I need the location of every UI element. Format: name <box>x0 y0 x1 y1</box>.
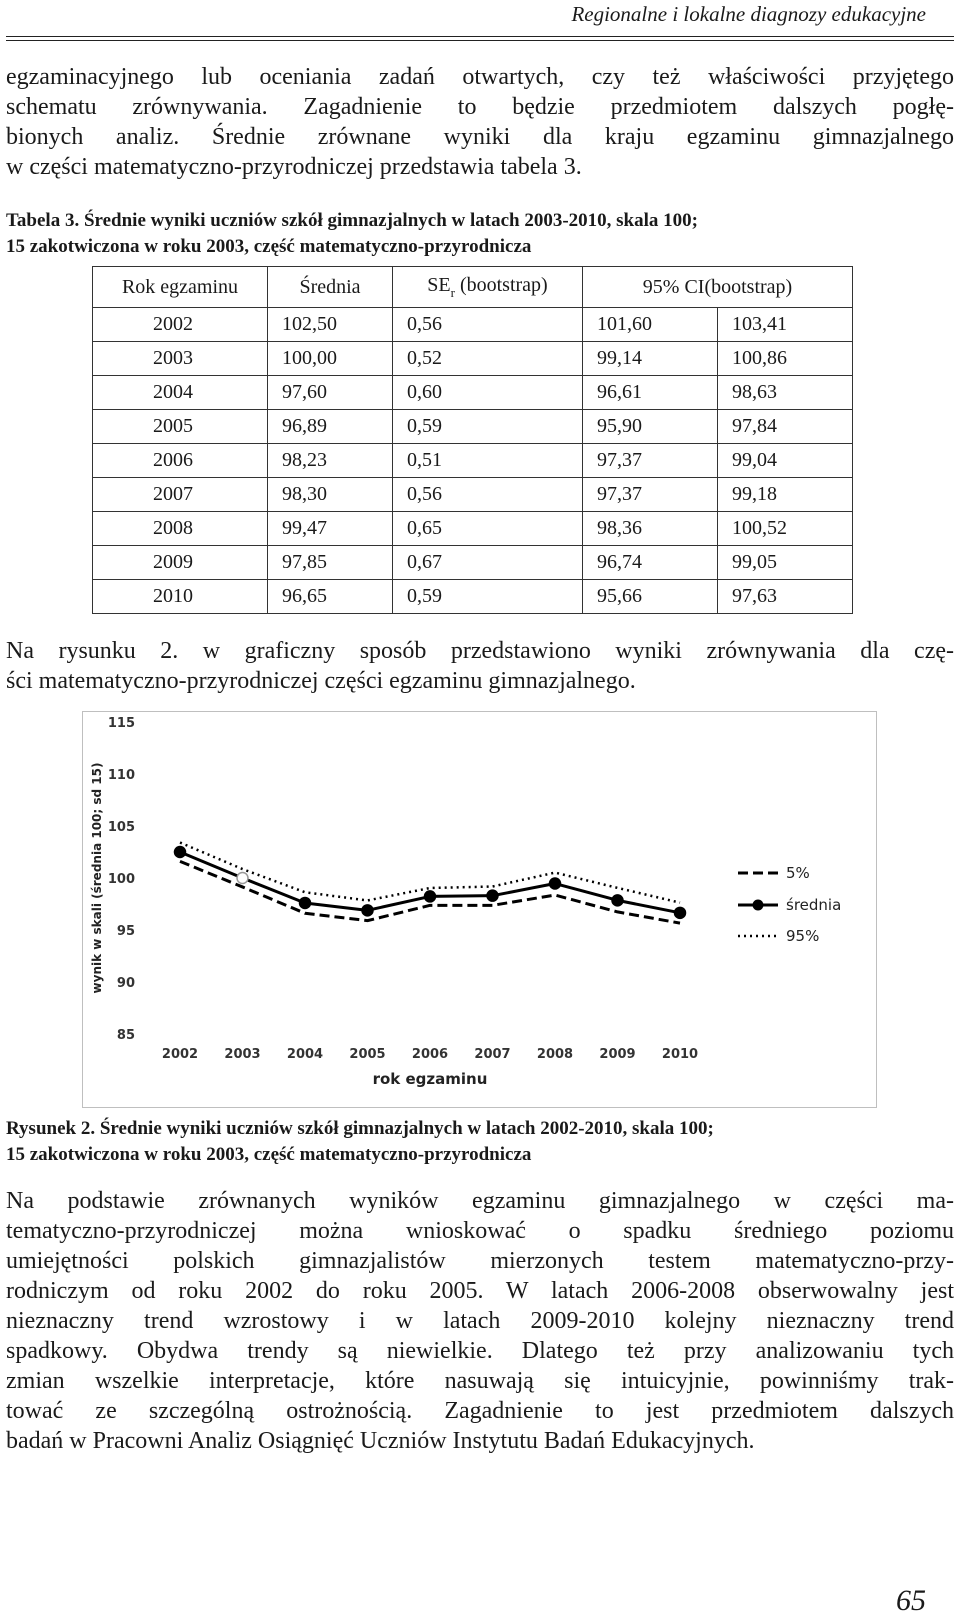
cell-mean: 97,85 <box>268 546 393 580</box>
cell-year: 2006 <box>93 444 268 478</box>
cell-ci-high: 99,04 <box>718 444 853 478</box>
text-line: w części matematyczno-przyrodniczej przedstawia tabela 3. <box>6 154 582 180</box>
cell-ci-high: 99,05 <box>718 546 853 580</box>
header-se-sub: r <box>450 284 455 300</box>
cell-ci-high: 97,63 <box>718 580 853 614</box>
y-tick-label: 95 <box>116 924 135 939</box>
x-tick-label: 2010 <box>661 1047 699 1062</box>
data-point <box>550 878 561 889</box>
legend-label: 5% <box>786 864 810 882</box>
cell-year: 2002 <box>93 308 268 342</box>
cell-year: 2010 <box>93 580 268 614</box>
header-mean: Średnia <box>268 267 393 308</box>
header-se-rest: (bootstrap) <box>454 273 548 296</box>
data-point <box>237 873 248 884</box>
data-point <box>612 895 623 906</box>
cell-se: 0,59 <box>393 410 583 444</box>
table-body <box>93 308 853 614</box>
cell-se: 0,52 <box>393 342 583 376</box>
y-axis-title: wynik w skali (średnia 100; sd 15) <box>90 762 104 994</box>
table-caption <box>6 208 956 260</box>
legend-label: 95% <box>786 927 820 945</box>
table-row <box>93 308 853 342</box>
data-point <box>300 897 311 908</box>
page-number: 65 <box>896 1584 926 1617</box>
header-ci: 95% CI(bootstrap) <box>583 267 853 308</box>
cell-ci-low: 97,37 <box>583 478 718 512</box>
table-row <box>93 478 853 512</box>
text-line: Na podstawie zrównanych wyników egzaminu gimnazjalnego w części ma- <box>6 1188 954 1214</box>
cell-se: 0,56 <box>393 308 583 342</box>
x-tick-label: 2007 <box>474 1047 511 1062</box>
header-rule-top <box>6 36 954 37</box>
running-header <box>0 0 960 38</box>
header-year: Rok egzaminu <box>93 267 268 308</box>
cell-se: 0,65 <box>393 512 583 546</box>
text-line: egzaminacyjnego lub oceniania zadań otwartych, czy też właściwości przyjętego <box>6 64 954 90</box>
data-point <box>425 891 436 902</box>
caption-line: Rysunek 2. Średnie wyniki uczniów szkół gimnazjalnych w latach 2002-2010, skala 100; <box>6 1118 714 1139</box>
cell-ci-low: 99,14 <box>583 342 718 376</box>
cell-year: 2005 <box>93 410 268 444</box>
chart-frame <box>82 711 877 1108</box>
table-row <box>93 512 853 546</box>
y-tick-label: 115 <box>107 716 135 731</box>
cell-ci-high: 103,41 <box>718 308 853 342</box>
cell-mean: 96,65 <box>268 580 393 614</box>
figure-intro-paragraph <box>6 636 954 696</box>
cell-ci-high: 100,52 <box>718 512 853 546</box>
caption-line: Tabela 3. Średnie wyniki uczniów szkół gimnazjalnych w latach 2003-2010, skala 100; <box>6 210 698 231</box>
cell-mean: 100,00 <box>268 342 393 376</box>
x-tick-label: 2003 <box>224 1047 261 1062</box>
text-line: bionych analiz. Średnie zrównane wyniki dla kraju egzaminu gimnazjalnego <box>6 124 954 150</box>
text-line: badań w Pracowni Analiz Osiągnięć Uczniów Instytutu Badań Edukacyjnych. <box>6 1428 755 1454</box>
text-line: tować ze szczególną ostrożnością. Zagadnienie to jest przedmiotem dalszych <box>6 1398 954 1424</box>
text-line: schematu zrównywania. Zagadnienie to będzie przedmiotem dalszych pogłę- <box>6 94 954 120</box>
cell-mean: 102,50 <box>268 308 393 342</box>
cell-ci-low: 101,60 <box>583 308 718 342</box>
text-line: umiejętności polskich gimnazjalistów mierzonych testem matematyczno-przy- <box>6 1248 954 1274</box>
cell-year: 2007 <box>93 478 268 512</box>
legend-marker <box>753 900 764 911</box>
cell-mean: 98,30 <box>268 478 393 512</box>
y-tick-label: 110 <box>107 768 135 783</box>
data-point <box>487 890 498 901</box>
series-line-solid-markers <box>180 852 680 913</box>
table-row <box>93 580 853 614</box>
data-point <box>175 847 186 858</box>
cell-ci-low: 97,37 <box>583 444 718 478</box>
text-line: ści matematyczno-przyrodniczej części egzaminu gimnazjalnego. <box>6 668 636 694</box>
cell-year: 2008 <box>93 512 268 546</box>
intro-paragraph <box>6 62 954 182</box>
x-axis-title: rok egzaminu <box>372 1070 488 1088</box>
cell-year: 2003 <box>93 342 268 376</box>
cell-ci-low: 95,90 <box>583 410 718 444</box>
cell-mean: 96,89 <box>268 410 393 444</box>
y-tick-label: 100 <box>107 872 135 887</box>
running-header-title: Regionalne i lokalne diagnozy edukacyjne <box>571 2 926 26</box>
cell-ci-high: 99,18 <box>718 478 853 512</box>
text-line: Na rysunku 2. w graficzny sposób przedstawiono wyniki zrównywania dla czę- <box>6 638 954 664</box>
table-row <box>93 410 853 444</box>
cell-se: 0,60 <box>393 376 583 410</box>
y-tick-label: 90 <box>116 976 135 991</box>
cell-se: 0,59 <box>393 580 583 614</box>
cell-ci-high: 98,63 <box>718 376 853 410</box>
cell-mean: 98,23 <box>268 444 393 478</box>
text-line: rodniczym od roku 2002 do roku 2005. W latach 2006-2008 obserwowalny jest <box>6 1278 954 1304</box>
cell-se: 0,67 <box>393 546 583 580</box>
header-rule-bottom <box>6 40 954 41</box>
table-row <box>93 342 853 376</box>
line-chart <box>83 712 876 1107</box>
data-point <box>362 905 373 916</box>
x-tick-label: 2008 <box>536 1047 574 1062</box>
y-tick-label: 85 <box>116 1028 135 1043</box>
text-line: nieznaczny trend wzrostowy i w latach 2009-2010 kolejny nieznaczny trend <box>6 1308 954 1334</box>
legend-label: średnia <box>786 896 842 914</box>
table-header-row <box>93 267 853 308</box>
y-tick-label: 105 <box>107 820 135 835</box>
header-se <box>393 267 583 308</box>
cell-se: 0,56 <box>393 478 583 512</box>
cell-ci-low: 96,61 <box>583 376 718 410</box>
caption-line: 15 zakotwiczona w roku 2003, część matematyczno-przyrodnicza <box>6 236 532 257</box>
caption-line: 15 zakotwiczona w roku 2003, część matematyczno-przyrodnicza <box>6 1144 532 1165</box>
x-tick-label: 2006 <box>411 1047 449 1062</box>
cell-ci-low: 98,36 <box>583 512 718 546</box>
x-tick-label: 2004 <box>286 1047 324 1062</box>
x-tick-label: 2005 <box>349 1047 386 1062</box>
cell-ci-low: 95,66 <box>583 580 718 614</box>
text-line: tematyczno-przyrodniczej można wnioskować o spadku średniego poziomu <box>6 1218 954 1244</box>
cell-year: 2004 <box>93 376 268 410</box>
x-tick-label: 2002 <box>161 1047 199 1062</box>
cell-ci-high: 97,84 <box>718 410 853 444</box>
header-se-main: SE <box>427 273 451 296</box>
cell-year: 2009 <box>93 546 268 580</box>
cell-mean: 97,60 <box>268 376 393 410</box>
data-point <box>675 907 686 918</box>
cell-ci-high: 100,86 <box>718 342 853 376</box>
text-line: spadkowy. Obydwa trendy są niewielkie. Dlatego też przy analizowaniu tych <box>6 1338 954 1364</box>
results-table <box>92 266 853 614</box>
table-row <box>93 444 853 478</box>
text-line: zmian wszelkie interpretacje, które nasuwają się intuicyjnie, powinniśmy trak- <box>6 1368 954 1394</box>
x-tick-label: 2009 <box>599 1047 636 1062</box>
table-row <box>93 376 853 410</box>
cell-se: 0,51 <box>393 444 583 478</box>
cell-mean: 99,47 <box>268 512 393 546</box>
figure-caption <box>6 1116 956 1168</box>
body-paragraph <box>6 1186 954 1456</box>
cell-ci-low: 96,74 <box>583 546 718 580</box>
table-row <box>93 546 853 580</box>
